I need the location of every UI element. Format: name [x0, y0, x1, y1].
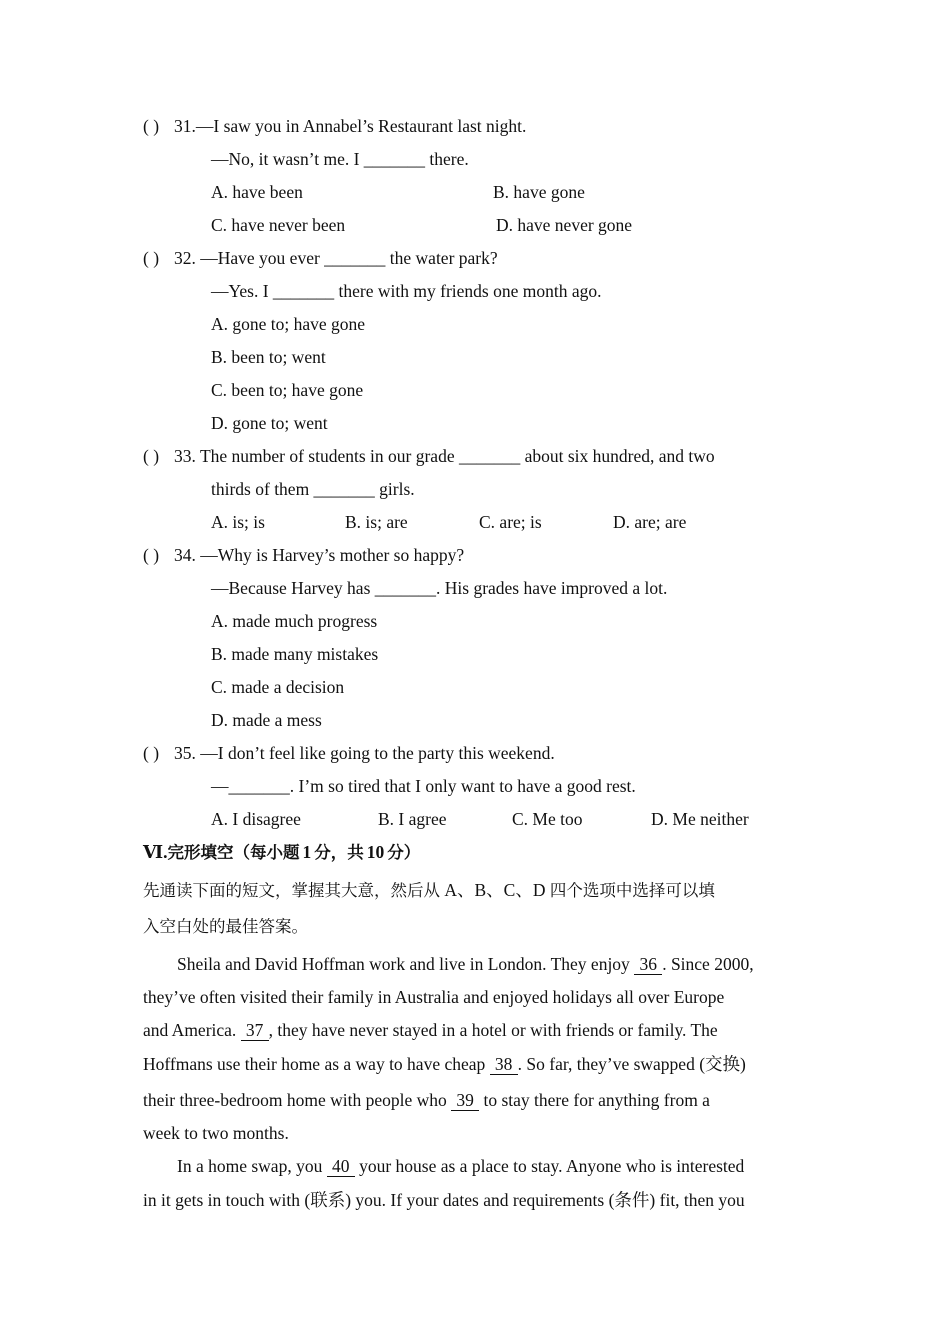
option-b[interactable]: B. been to; went	[211, 347, 326, 367]
option-c[interactable]: C. made a decision	[211, 677, 345, 697]
answer-paren[interactable]: ( )	[143, 116, 160, 136]
option-a[interactable]: A. made much progress	[211, 611, 378, 631]
question-number: 32. —Have you ever _______ the water park?	[174, 248, 498, 268]
question-line: —Yes. I _______ there with my friends one month ago.	[211, 281, 602, 301]
passage-line: week to two months.	[143, 1123, 289, 1143]
option-d[interactable]: D. made a mess	[211, 710, 322, 730]
option-a[interactable]: A. have been	[211, 182, 303, 202]
option-c[interactable]: C. been to; have gone	[211, 380, 364, 400]
passage-line: Hoffmans use their home as a way to have cheap 38 . So far, they’ve swapped (交换)	[143, 1054, 746, 1074]
option-d[interactable]: D. Me neither	[651, 809, 749, 829]
question-line: thirds of them _______ girls.	[211, 479, 415, 499]
passage-line: their three-bedroom home with people who 39 to stay there for anything from a	[143, 1090, 710, 1110]
blank-36[interactable]: 36	[634, 956, 662, 975]
question-line: —No, it wasn’t me. I _______ there.	[211, 149, 469, 169]
question-number: 31.—I saw you in Annabel’s Restaurant last night.	[174, 116, 527, 136]
question-number: 34. —Why is Harvey’s mother so happy?	[174, 545, 465, 565]
option-a[interactable]: A. gone to; have gone	[211, 314, 366, 334]
option-a[interactable]: A. is; is	[211, 512, 265, 532]
answer-paren[interactable]: ( )	[143, 248, 160, 268]
answer-paren[interactable]: ( )	[143, 545, 160, 565]
option-b[interactable]: B. is; are	[345, 512, 408, 532]
blank-38[interactable]: 38	[490, 1056, 518, 1075]
option-b[interactable]: B. I agree	[378, 809, 447, 829]
passage-line: in it gets in touch with (联系) you. If your dates and requirements (条件) fit, then you	[143, 1190, 745, 1210]
passage-line: they’ve often visited their family in Australia and enjoyed holidays all over Europe	[143, 987, 725, 1007]
section-instructions: 先通读下面的短文，掌握其大意，然后从 A、B、C、D 四个选项中选择可以填	[143, 880, 715, 900]
question-line: —_______. I’m so tired that I only want to have a good rest.	[211, 776, 636, 796]
option-b[interactable]: B. made many mistakes	[211, 644, 379, 664]
section-instructions-cont: 入空白处的最佳答案。	[143, 917, 308, 936]
option-d[interactable]: D. are; are	[613, 512, 687, 532]
blank-40[interactable]: 40	[327, 1158, 355, 1177]
option-c[interactable]: C. have never been	[211, 215, 346, 235]
question-line: —Because Harvey has _______. His grades have improved a lot.	[211, 578, 668, 598]
blank-39[interactable]: 39	[451, 1092, 479, 1111]
blank-37[interactable]: 37	[241, 1022, 269, 1041]
passage-line: and America. 37 , they have never stayed in a hotel or with friends or family. The	[143, 1020, 718, 1040]
passage-line: Sheila and David Hoffman work and live in London. They enjoy 36 . Since 2000,	[177, 954, 754, 974]
option-c[interactable]: C. are; is	[479, 512, 542, 532]
passage-line: In a home swap, you 40 your house as a place to stay. Anyone who is interested	[177, 1156, 745, 1176]
section-heading: Ⅵ.完形填空（每小题 1 分，共 10 分）	[143, 842, 421, 862]
question-number: 35. —I don’t feel like going to the party this weekend.	[174, 743, 555, 763]
question-number: 33. The number of students in our grade _______ about six hundred, and two	[174, 446, 715, 466]
answer-paren[interactable]: ( )	[143, 446, 160, 466]
option-d[interactable]: D. have never gone	[496, 215, 633, 235]
option-a[interactable]: A. I disagree	[211, 809, 301, 829]
option-d[interactable]: D. gone to; went	[211, 413, 328, 433]
option-c[interactable]: C. Me too	[512, 809, 583, 829]
answer-paren[interactable]: ( )	[143, 743, 160, 763]
option-b[interactable]: B. have gone	[493, 182, 585, 202]
